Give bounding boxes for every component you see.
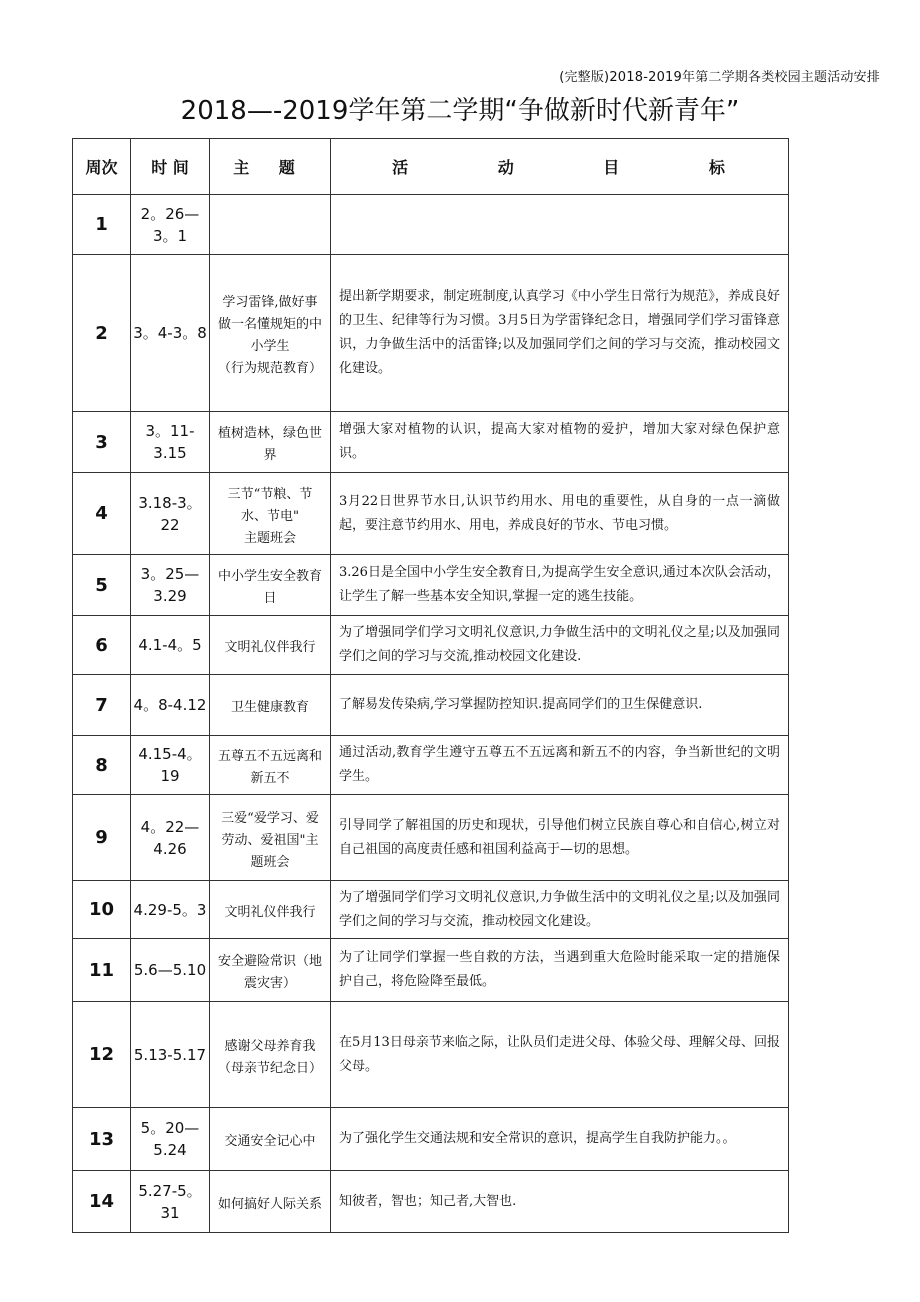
table-row (73, 473, 789, 555)
date-cell: 3.18-3。22 (131, 473, 210, 555)
goal-cell: 为了增强同学们学习文明礼仪意识,力争做生活中的文明礼仪之星;以及加强同学们之间的学习与交流，推动校园文化建设。 (331, 881, 789, 939)
topic-cell: 中小学生安全教育日 (210, 555, 331, 616)
table-row (73, 555, 789, 616)
goal-cell: 在5月13日母亲节来临之际，让队员们走进父母、体验父母、理解父母、回报父母。 (331, 1002, 789, 1108)
date-cell: 4。22—4.26 (131, 795, 210, 881)
table-row (73, 736, 789, 795)
goal-cell: 知彼者，智也；知己者,大智也. (331, 1171, 789, 1233)
topic-cell: 三节“节粮、节水、节电" 主题班会 (210, 473, 331, 555)
table-row (73, 616, 789, 675)
week-cell: 2 (73, 255, 131, 412)
table-row (73, 1002, 789, 1108)
document-title: 2018—-2019学年第二学期“争做新时代新青年” (180, 96, 740, 126)
goal-cell: 为了让同学们掌握一些自救的方法，当遇到重大危险时能采取一定的措施保护自己，将危险降至最低。 (331, 939, 789, 1002)
table-row (73, 881, 789, 939)
date-cell: 5.27-5。31 (131, 1171, 210, 1233)
week-cell: 5 (73, 555, 131, 616)
goal-cell: 3.26日是全国中小学生安全教育日,为提高学生安全意识,通过本次队会活动，让学生了解一些基本安全知识,掌握一定的逃生技能。 (331, 555, 789, 616)
date-cell: 5.6—5.10 (131, 939, 210, 1002)
date-cell: 5.13-5.17 (131, 1002, 210, 1108)
week-cell: 7 (73, 675, 131, 736)
topic-cell: 感谢父母养育我 （母亲节纪念日） (210, 1002, 331, 1108)
topic-cell: 五尊五不五远离和新五不 (210, 736, 331, 795)
table-row (73, 412, 789, 473)
week-cell: 1 (73, 195, 131, 255)
column-header-time: 时 间 (131, 139, 210, 195)
date-cell: 3。25—3.29 (131, 555, 210, 616)
goal-cell: 通过活动,教育学生遵守五尊五不五远离和新五不的内容，争当新世纪的文明学生。 (331, 736, 789, 795)
date-cell: 4.15-4。19 (131, 736, 210, 795)
topic-cell: 文明礼仪伴我行 (210, 616, 331, 675)
week-cell: 13 (73, 1108, 131, 1171)
topic-cell: 如何搞好人际关系 (210, 1171, 331, 1233)
topic-cell: 三爱“爱学习、爱劳动、爱祖国"主题班会 (210, 795, 331, 881)
table-row (73, 195, 789, 255)
date-cell: 3。4-3。8 (131, 255, 210, 412)
topic-cell: 安全避险常识（地震灾害） (210, 939, 331, 1002)
topic-cell: 植树造林，绿色世界 (210, 412, 331, 473)
week-cell: 11 (73, 939, 131, 1002)
date-cell: 3。11-3.15 (131, 412, 210, 473)
goal-cell (331, 195, 789, 255)
topic-cell: 交通安全记心中 (210, 1108, 331, 1171)
topic-cell: 文明礼仪伴我行 (210, 881, 331, 939)
date-cell: 5。20—5.24 (131, 1108, 210, 1171)
date-cell: 4.29-5。3 (131, 881, 210, 939)
week-cell: 14 (73, 1171, 131, 1233)
table-row (73, 675, 789, 736)
table-row (73, 1108, 789, 1171)
week-cell: 6 (73, 616, 131, 675)
date-cell: 4.1-4。5 (131, 616, 210, 675)
goal-cell: 为了强化学生交通法规和安全常识的意识，提高学生自我防护能力。。 (331, 1108, 789, 1171)
column-header-week: 周次 (73, 139, 131, 195)
header-note: (完整版)2018-2019年第二学期各类校园主题活动安排 (559, 70, 880, 85)
table-row (73, 795, 789, 881)
activity-schedule-table (72, 138, 789, 1233)
table-body (73, 195, 789, 1233)
topic-cell: 学习雷锋,做好事 做一名懂规矩的中小学生 （行为规范教育） (210, 255, 331, 412)
goal-cell: 了解易发传染病,学习掌握防控知识.提高同学们的卫生保健意识. (331, 675, 789, 736)
goal-cell: 增强大家对植物的认识，提高大家对植物的爱护，增加大家对绿色保护意识。 (331, 412, 789, 473)
week-cell: 9 (73, 795, 131, 881)
table-row (73, 1171, 789, 1233)
topic-cell: 卫生健康教育 (210, 675, 331, 736)
week-cell: 10 (73, 881, 131, 939)
column-header-goal: 活 动 目 标 (331, 139, 789, 195)
goal-cell: 提出新学期要求，制定班制度,认真学习《中小学生日常行为规范》，养成良好的卫生、纪律等行为习惯。3月5日为学雷锋纪念日，增强同学们学习雷锋意识，力争做生活中的活雷锋;以及加强同学们之间的学习与交流，推动校园文化建设。 (331, 255, 789, 412)
topic-cell (210, 195, 331, 255)
date-cell: 2。26—3。1 (131, 195, 210, 255)
table-header-row (73, 139, 789, 195)
week-cell: 4 (73, 473, 131, 555)
date-cell: 4。8-4.12 (131, 675, 210, 736)
table-row (73, 255, 789, 412)
week-cell: 12 (73, 1002, 131, 1108)
goal-cell: 为了增强同学们学习文明礼仪意识,力争做生活中的文明礼仪之星;以及加强同学们之间的学习与交流,推动校园文化建设. (331, 616, 789, 675)
week-cell: 8 (73, 736, 131, 795)
column-header-topic: 主 题 (210, 139, 331, 195)
goal-cell: 引导同学了解祖国的历史和现状，引导他们树立民族自尊心和自信心,树立对自己祖国的高度责任感和祖国利益高于—切的思想。 (331, 795, 789, 881)
week-cell: 3 (73, 412, 131, 473)
goal-cell: 3月22日世界节水日,认识节约用水、用电的重要性，从自身的一点一滴做起，要注意节约用水、用电，养成良好的节水、节电习惯。 (331, 473, 789, 555)
table-row (73, 939, 789, 1002)
